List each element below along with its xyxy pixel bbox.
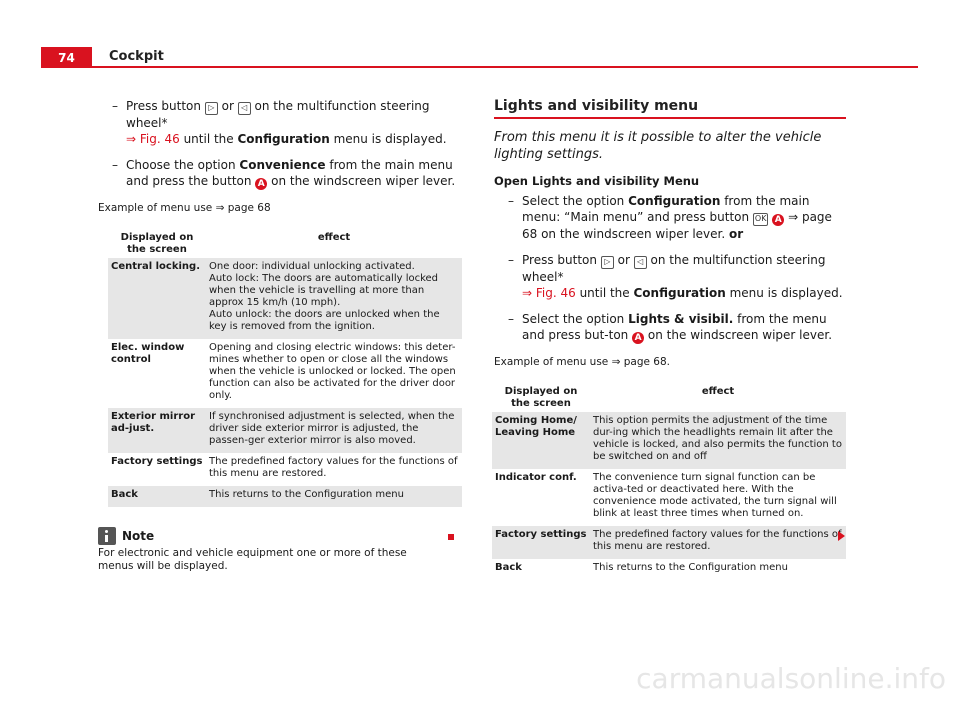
table-row	[492, 412, 846, 469]
table-header-cell: Displayed on the screen	[120, 232, 194, 255]
table-cell-option: Indicator conf.	[495, 472, 577, 483]
convenience-menu-table	[108, 228, 462, 507]
table-cell-option: Factory settings	[111, 456, 203, 467]
table-header-cell: Displayed on the screen	[504, 386, 578, 409]
table-cell-effect: If synchronised adjustment is selected, when the driver side exterior mirror is adjusted, the passen-ger exterior mirror is also moved.	[206, 408, 462, 453]
table-cell-effect: The convenience turn signal function can be activa-ted or deactivated here. With the convenience mode activated, the turn signal will blink at least three times when turned on.	[593, 472, 837, 519]
step-select-configuration: – Select the option Configuration from the main menu: “Main menu” and press button OK A ⇒ page 68 on the windscreen wiper lever. or	[508, 194, 832, 241]
section-end-mark	[448, 534, 454, 540]
note-title: Note	[122, 529, 155, 543]
table-row	[492, 559, 846, 580]
section-intro: From this menu it is it possible to alter the vehicle lighting settings.	[494, 130, 822, 162]
table-cell-effect: This returns to the Configuration menu	[593, 562, 788, 573]
page-title: Cockpit	[109, 49, 164, 64]
step-dash: –	[508, 312, 514, 326]
fig-link[interactable]: ⇒ Fig. 46	[522, 286, 576, 300]
table-cell-effect: Opening and closing electric windows: this deter-mines whether to open or close all the windows when the vehicle is unlocked or locked. The open function can also be activated for the driver door only.	[209, 342, 456, 401]
table-row	[492, 526, 846, 559]
right-column	[494, 98, 846, 580]
table-cell-option: Exterior mirror ad-just.	[108, 408, 206, 453]
table-cell-effect: The predefined factory values for the functions of this menu are restored.	[209, 456, 458, 479]
example-ref: Example of menu use ⇒ page 68	[98, 202, 271, 214]
info-icon	[98, 527, 116, 545]
table-cell-option: Elec. window control	[111, 342, 185, 365]
left-arrow-key-icon: ◁	[238, 102, 251, 115]
step-dash: –	[112, 99, 118, 113]
table-cell-option: Back	[108, 486, 206, 507]
note-block	[98, 527, 464, 573]
table-row	[108, 486, 462, 507]
step-press-button: – Press button ▷ or ◁ on the multifunction steering wheel* ⇒ Fig. 46 until the Configuration menu is displayed.	[112, 99, 447, 146]
step-select-lights: – Select the option Lights & visibil. from the menu and press but-ton A on the windscreen wiper lever.	[508, 312, 833, 343]
table-cell-option: Central locking.	[108, 258, 206, 339]
a-button-icon: A	[632, 332, 644, 344]
table-cell-effect: One door: individual unlocking activated. Auto lock: The doors are automatically locked when the vehicle is travelling at more than approx 15 km/h (10 mph). Auto unlock: the doors are unlocked when the key is removed from the ignition.	[206, 258, 462, 339]
continue-arrow-icon	[838, 531, 845, 541]
table-row	[108, 339, 462, 408]
table-row	[108, 453, 462, 486]
step-dash: –	[508, 253, 514, 267]
right-arrow-key-icon: ▷	[601, 256, 614, 269]
step-press-button: – Press button ▷ or ◁ on the multifunction steering wheel* ⇒ Fig. 46 until the Configuration menu is displayed.	[508, 253, 843, 300]
table-cell-effect: The predefined factory values for the functions of this menu are restored.	[590, 526, 846, 559]
table-header-row	[108, 228, 462, 258]
table-row	[108, 258, 462, 339]
table-cell-option: Coming Home/ Leaving Home	[492, 412, 590, 469]
a-button-icon: A	[772, 214, 784, 226]
ok-key-icon: OK	[753, 213, 769, 226]
step-choose-convenience: – Choose the option Convenience from the main menu and press the button A on the windscreen wiper lever.	[112, 158, 456, 189]
table-cell-effect: This option permits the adjustment of the time dur-ing which the headlights remain lit after the vehicle is locked, and also permits the function to be switched on and off	[590, 412, 846, 469]
watermark: carmanualsonline.info	[636, 662, 946, 695]
section-rule	[494, 117, 846, 119]
left-arrow-key-icon: ◁	[634, 256, 647, 269]
fig-link[interactable]: ⇒ Fig. 46	[126, 132, 180, 146]
table-cell-effect: This returns to the Configuration menu	[206, 486, 462, 507]
table-cell-option: Factory settings	[492, 526, 590, 559]
left-column	[98, 98, 464, 573]
table-header-cell: effect	[317, 232, 351, 243]
subheading: Open Lights and visibility Menu	[494, 174, 700, 188]
header-rule	[92, 66, 918, 68]
table-header-cell: effect	[701, 386, 735, 397]
example-ref: Example of menu use ⇒ page 68.	[494, 356, 671, 368]
lights-menu-table	[492, 382, 846, 580]
table-cell-option: Back	[495, 562, 522, 573]
table-row	[492, 469, 846, 526]
note-heading	[98, 527, 464, 545]
step-dash: –	[508, 194, 514, 208]
a-button-icon: A	[255, 178, 267, 190]
table-header-row	[492, 382, 846, 412]
page-number: 74	[41, 47, 92, 68]
step-dash: –	[112, 158, 118, 172]
section-title: Lights and visibility menu	[494, 98, 699, 114]
note-text: For electronic and vehicle equipment one or more of these menus will be displayed.	[98, 547, 407, 572]
table-row	[108, 408, 462, 453]
right-arrow-key-icon: ▷	[205, 102, 218, 115]
